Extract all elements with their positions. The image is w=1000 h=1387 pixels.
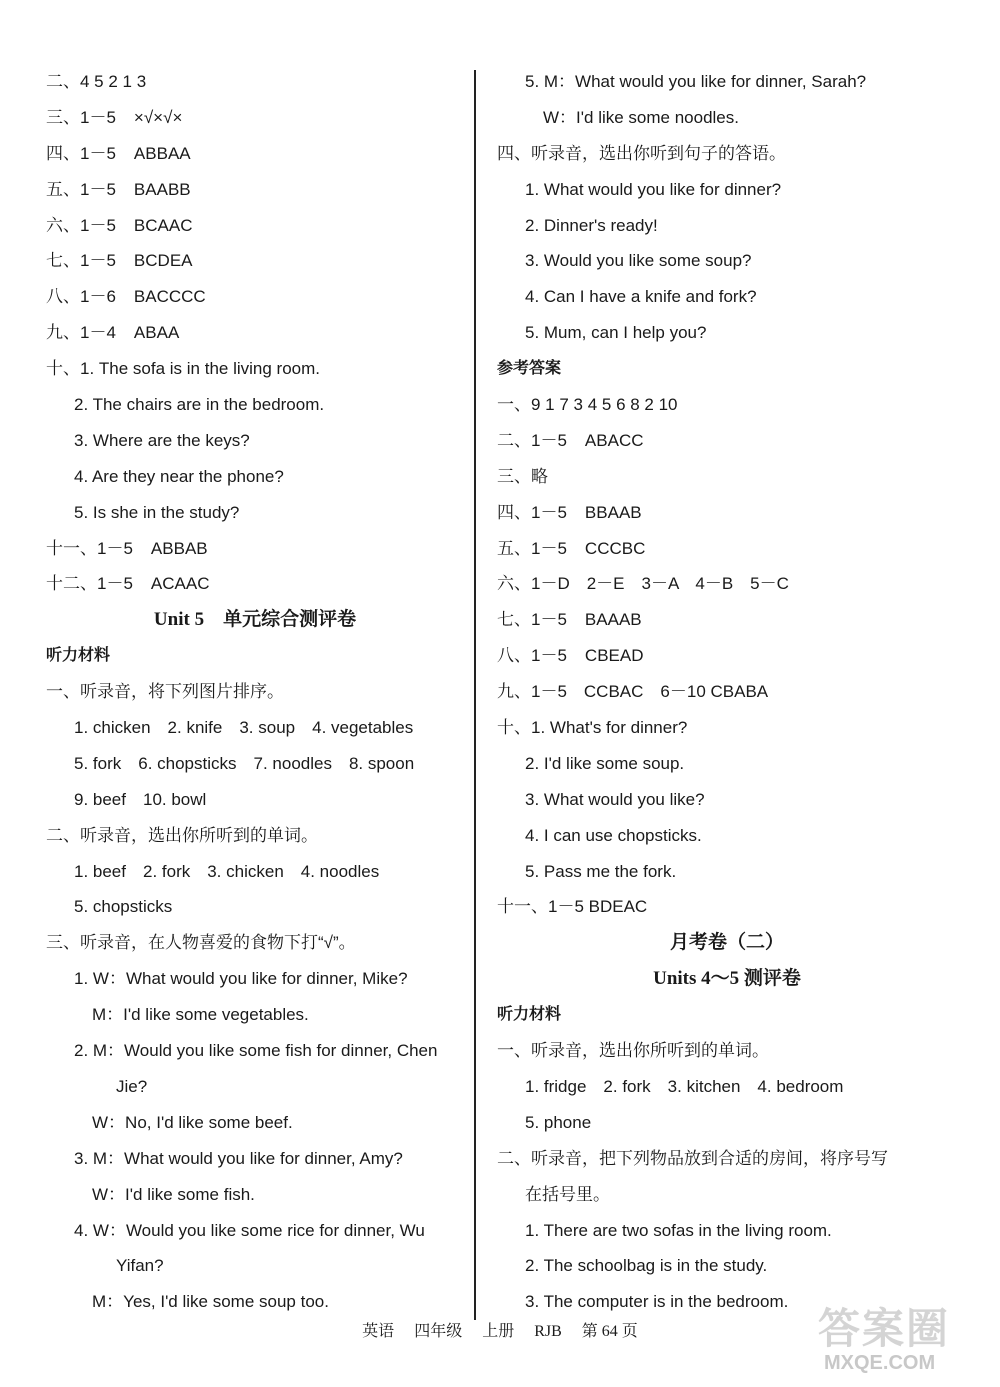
answer-line: 五、1－5 CCCBC (497, 538, 646, 558)
answer-line: 七、1－5 BCDEA (46, 251, 193, 271)
answer-line: 四、1－5 BBAAB (497, 502, 642, 522)
section-heading: 月考卷（二） (669, 932, 784, 954)
text-line: 1. There are two sofas in the living room. (525, 1220, 832, 1240)
section-heading: Units 4～5 测评卷 (653, 968, 801, 990)
text-line: 3. M：What would you like for dinner, Amy? (74, 1148, 403, 1168)
answer-line: 八、1－6 BACCCC (46, 287, 206, 307)
text-line: 5. Pass me the fork. (525, 861, 677, 881)
right-column (497, 64, 957, 1320)
text-line: M：I'd like some vegetables. (92, 1005, 309, 1025)
text-line: W：I'd like some fish. (92, 1184, 255, 1204)
text-line: M：Yes, I'd like some soup too. (92, 1292, 329, 1312)
text-line: 十、1. What's for dinner? (497, 718, 688, 738)
text-line: 5. chopsticks (74, 897, 173, 917)
text-line: 一、听录音，选出你所听到的单词。 (497, 1041, 769, 1061)
text-line: Yifan? (116, 1256, 164, 1276)
text-line: 5. phone (525, 1112, 592, 1132)
text-line: 5. Mum, can I help you? (525, 323, 707, 343)
text-line: 1. fridge 2. fork 3. kitchen 4. bedroom (525, 1076, 844, 1096)
text-line: 十、1. The sofa is in the living room. (46, 359, 321, 379)
answer-line: 九、1－4 ABAA (46, 323, 180, 343)
footer-subject: 英语 (362, 1323, 395, 1340)
text-line: 4. I can use chopsticks. (525, 825, 702, 845)
text-line: 三、听录音，在人物喜爱的食物下打“√”。 (46, 933, 356, 953)
text-line: 4. Can I have a knife and fork? (525, 287, 757, 307)
text-line: 3. Would you like some soup? (525, 251, 752, 271)
text-line: 2. Dinner's ready! (525, 215, 658, 235)
text-line: 十一、1－5 BDEAC (497, 897, 648, 917)
left-column (46, 64, 464, 1320)
answer-line: 八、1－5 CBEAD (497, 646, 644, 666)
text-line: 四、听录音，选出你听到句子的答语。 (497, 143, 786, 163)
text-line: 2. The schoolbag is in the study. (525, 1256, 768, 1276)
subsection-title: 听力材料 (46, 647, 111, 665)
text-line: 3. What would you like? (525, 789, 705, 809)
text-line: W：I'd like some noodles. (543, 107, 739, 127)
text-line: 4. W：Would you like some rice for dinner, Wu (74, 1220, 425, 1240)
text-line: 1. chicken 2. knife 3. soup 4. vegetables (74, 718, 414, 738)
text-line: 3. The computer is in the bedroom. (525, 1292, 789, 1312)
text-line: 一、听录音，将下列图片排序。 (46, 682, 284, 702)
text-line: 二、听录音，把下列物品放到合适的房间，将序号写 (497, 1148, 888, 1168)
text-line: 4. Are they near the phone? (74, 466, 284, 486)
subsection-title: 听力材料 (497, 1006, 562, 1024)
answer-line: 三、1－5 ×√×√× (46, 107, 183, 127)
text-line: 1. What would you like for dinner? (525, 179, 782, 199)
answer-line: 十二、1－5 ACAAC (46, 574, 210, 594)
text-line: 1. beef 2. fork 3. chicken 4. noodles (74, 861, 380, 881)
answer-line: 二、4 5 2 1 3 (46, 72, 147, 91)
text-line: Jie? (116, 1076, 148, 1096)
text-line: 三、略 (497, 466, 548, 486)
text-line: 二、听录音，选出你所听到的单词。 (46, 825, 318, 845)
answer-line: 六、1－5 BCAAC (46, 215, 193, 235)
column-divider (474, 70, 476, 1320)
text-line: 2. The chairs are in the bedroom. (74, 395, 325, 415)
answer-line: 十一、1－5 ABBAB (46, 538, 208, 558)
text-line: 9. beef 10. bowl (74, 789, 207, 809)
text-line: 2. I'd like some soup. (525, 753, 685, 773)
section-heading: Unit 5 单元综合测评卷 (153, 609, 357, 631)
footer-grade: 四年级 (414, 1323, 463, 1340)
subsection-title: 参考答案 (497, 360, 562, 378)
text-line: 在括号里。 (525, 1184, 610, 1204)
watermark-site: MXQE.COM (824, 1352, 936, 1374)
watermark-logo (812, 1296, 992, 1382)
footer-edition: RJB (534, 1323, 562, 1340)
watermark-chars: 答案圈 (818, 1305, 951, 1352)
text-line: 六、1－D 2－E 3－A 4－B 5－C (497, 574, 789, 594)
answer-line: 二、1－5 ABACC (497, 430, 644, 450)
text-line: 5. fork 6. chopsticks 7. noodles 8. spoon (74, 753, 415, 773)
answer-line: 七、1－5 BAAAB (497, 610, 642, 630)
answer-line: 五、1－5 BAABB (46, 179, 191, 199)
footer-page-number: 第 64 页 (581, 1323, 638, 1340)
text-line: 5. M：What would you like for dinner, Sarah? (525, 72, 867, 91)
text-line: 一、9 1 7 3 4 5 6 8 2 10 (497, 395, 678, 415)
text-line: 5. Is she in the study? (74, 502, 240, 522)
text-line: 九、1－5 CCBAC 6－10 CBABA (497, 682, 769, 702)
footer-volume: 上册 (482, 1323, 515, 1340)
text-line: 2. M：Would you like some fish for dinner, Chen (74, 1041, 438, 1061)
text-line: 1. W：What would you like for dinner, Mike? (74, 969, 408, 989)
text-line: W：No, I'd like some beef. (92, 1112, 293, 1132)
answer-line: 四、1－5 ABBAA (46, 143, 191, 163)
text-line: 3. Where are the keys? (74, 430, 250, 450)
